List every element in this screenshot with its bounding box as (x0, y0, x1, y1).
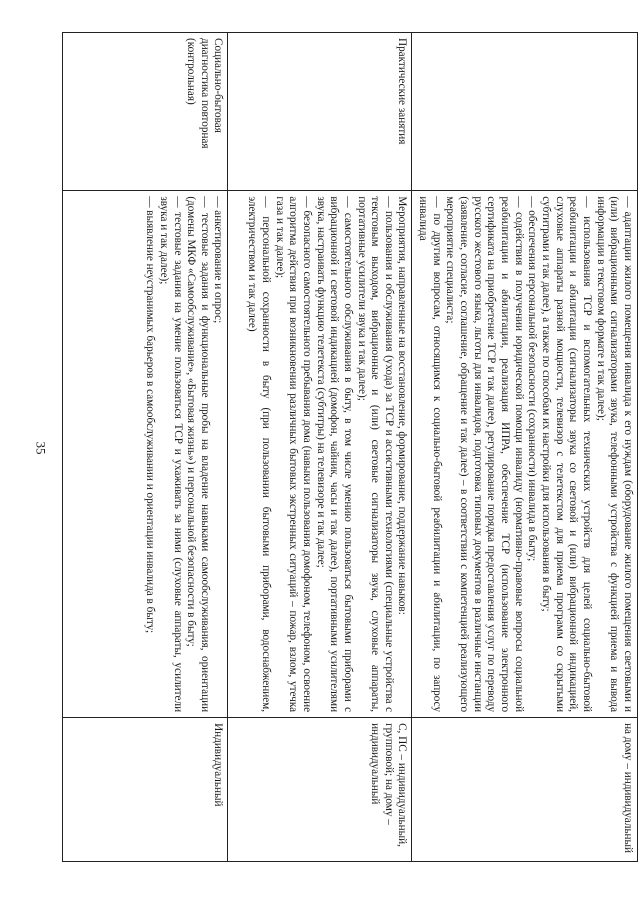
mode-cell: на дому – индивидуальный (412, 718, 638, 862)
list-item: — персональной сохранности в быту (при пользовании бытовыми приборами, водоснабжением, электричеством и так далее) (246, 196, 272, 713)
content-cell (63, 191, 229, 718)
content-cell (412, 191, 638, 718)
page-number: 35 (33, 441, 49, 455)
table-row (63, 33, 229, 862)
list-item: — по другим вопросам, относящимся к социально-бытовой реабилитации и абилитации, по запросу инвалида (417, 196, 443, 713)
list-item: — тестовые задания и функциональные пробы на владение навыками самообслуживания, ориентации (домены МКФ «Самообслуживание», «Бытовая жизнь») и персональной безопасности в быту; (185, 196, 211, 713)
table-row (228, 33, 412, 862)
form-cell: Практические занятия (228, 33, 412, 191)
table-row (412, 33, 638, 862)
mode-cell: С, ПС – индивидуальный, групповой; на дому – индивидуальный (228, 718, 412, 862)
list-item: — самостоятельного обслуживания в быту, в том числе умению пользоваться бытовыми приборами с вибрационной и световой индикацией (домофон, чайник, часы и так далее), портативными усилителями звука, настраивать функцию телетекста (субтитры) на телевизоре и так далее; (314, 196, 354, 713)
list-item: — обеспечения персональной безопасности (сохранности) инвалида в быту; (526, 196, 539, 562)
list-item: — адаптации жилого помещения инвалида к его нуждам (оборудование жилого помещения световыми и (или) вибрационными сигнализаторами звука, телефонными устройства с функцией приема и вывода информации в текстовом формате и так далее); (594, 196, 634, 713)
list-item: — безопасного самостоятельного пребывания дома (навыки пользования домофоном, телефоном, освоение алгоритма действия при возникновении различных бытовых экстренных ситуаций – пожар, взлом, утечка газа и так далее); (273, 196, 313, 713)
form-cell (412, 33, 638, 191)
rotated-page (62, 32, 638, 862)
list-item: — тестовые задания на умение пользоваться ТСР и ухаживать за ними (слуховые аппараты, усилители звука и так далее); (157, 196, 184, 713)
list-item: — анкетирование и опрос; (212, 196, 225, 324)
form-cell: Социально-бытовая диагностика повторная (контрольная) (63, 33, 229, 191)
rehabilitation-table (62, 32, 638, 862)
content-cell (228, 191, 412, 718)
list-item: — пользования и обслуживания (ухода) за ТСР и ассистивными технологиями (специальные устройства с текстовым выходом, вибрационные и (или) световые сигнализаторы звука, слуховые аппараты, портативные усилители звука и так далее); (355, 196, 395, 713)
list-item: Мероприятия, направленные на восстановление, формирование, поддержание навыков: (396, 196, 409, 615)
mode-cell: Индивидуальный (63, 718, 229, 862)
list-item: — выявление неустранимых барьеров в самообслуживании и ориентации инвалида в быту; (144, 196, 157, 634)
list-item: — содействия в получении юридической помощи инвалиду (нормативно-правовые вопросы социальной реабилитации и абилитации, реализация ИПРА, обеспечение ТСР (использование электронного сертификата на приобретение ТСР и так далее), регулирование порядка предоставления услуг по переводу русского жестового языка, льготы для инвалидов, подготовка типовых документов в различные инстанции (заявление, согласие, соглашение, обращение и так далее) – в соответствии с компетенцией реализующего мероприятие специалиста; (444, 196, 525, 713)
list-item: — использования ТСР и вспомогательных технических устройств для целей социально-бытовой реабилитации и абилитации (сигнализаторы звука со световой и (или) вибрационной индикацией, слуховые аппараты разной мощности, телевизор с телетекстом для приема программ со скрытыми субтитрами и так далее), а также по способам их настройки для использования в быту; (540, 196, 594, 713)
